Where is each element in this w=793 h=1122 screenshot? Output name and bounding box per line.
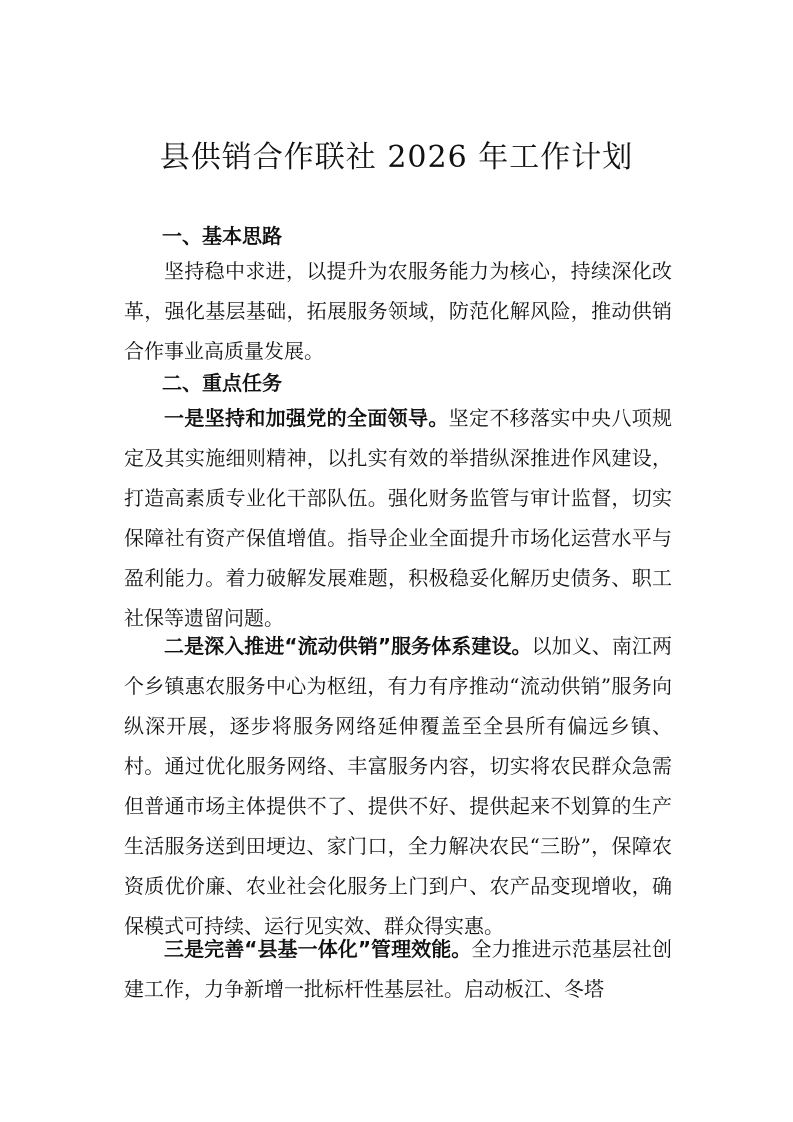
section-heading-key-tasks: 二、重点任务 bbox=[162, 371, 282, 395]
paragraph-basic-approach bbox=[124, 251, 672, 371]
paragraph-lead: 一是坚持和加强党的全面领导。 bbox=[164, 406, 449, 430]
section-heading-basic-approach: 一、基本思路 bbox=[162, 224, 282, 248]
paragraph-text: 坚持稳中求进，以提升为农服务能力为核心，持续深化改革，强化基层基础，拓展服务领域，防范化解风险，推动供销合作事业高质量发展。 bbox=[124, 259, 672, 363]
paragraph-task-3 bbox=[124, 929, 672, 1009]
paragraph-lead: 二是深入推进“流动供销”服务体系建设。 bbox=[164, 634, 532, 658]
paragraph-text: 以加义、南江两个乡镇惠农服务中心为枢纽，有力有序推动“流动供销”服务向纵深开展，逐步将服务网络延伸覆盖至全县所有偏远乡镇、村。通过优化服务网络、丰富服务内容，切实将农民群众急需但普通市场主体提供不了、提供不好、提供起来不划算的生产生活服务送到田埂边、家门口，全力解决农民“三盼”，保障农资质优价廉、农业社会化服务上门到户、农产品变现增收，确保模式可持续、运行见实效、群众得实惠。 bbox=[124, 634, 673, 938]
paragraph-text: 坚定不移落实中央八项规定及其实施细则精神，以扎实有效的举措纵深推进作风建设，打造高素质专业化干部队伍。强化财务监管与审计监督，切实保障社有资产保值增值。指导企业全面提升市场化运营水平与盈利能力。着力破解发展难题，积极稳妥化解历史债务、职工社保等遗留问题。 bbox=[124, 406, 673, 630]
paragraph-task-2 bbox=[124, 626, 672, 946]
paragraph-lead: 三是完善“县基一体化”管理效能。 bbox=[164, 937, 472, 961]
paragraph-task-1 bbox=[124, 398, 672, 638]
document-title: 县供销合作联社 2026 年工作计划 bbox=[159, 140, 634, 175]
paragraph-text: 全力推进示范基层社创建工作，力争新增一批标杆性基层社。启动板江、冬塔 bbox=[124, 937, 673, 1001]
